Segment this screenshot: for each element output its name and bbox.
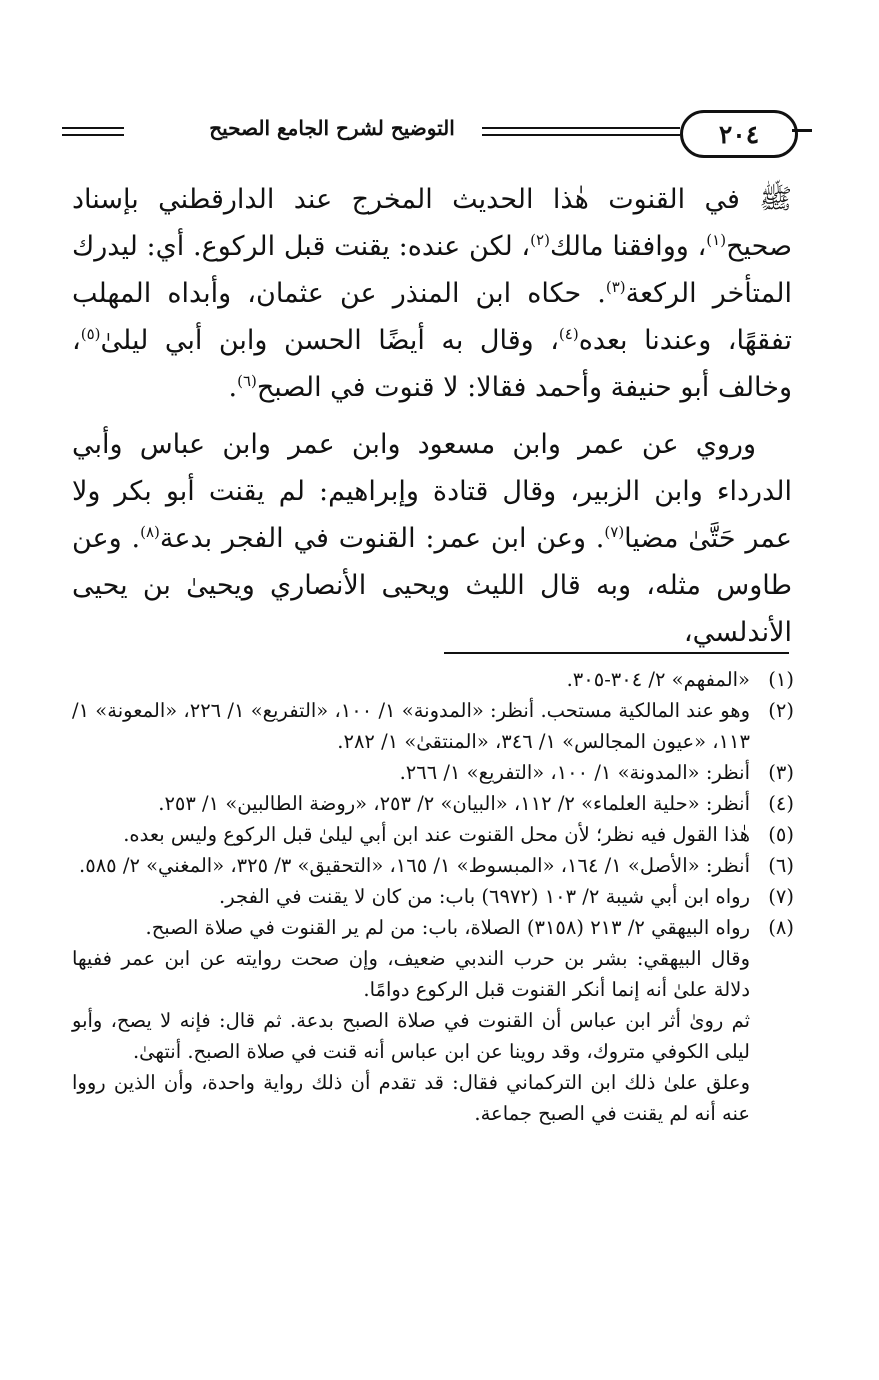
footnote-paragraph: أنظر: «حلية العلماء» ٢/ ١١٢، «البيان» ٢/ ٢٥٣، «روضة الطالبين» ١/ ٢٥٣. [158,792,750,815]
footnote-ref: (٣) [605,278,626,296]
footnote-number: (٣) [768,761,794,784]
text-run: ، لكن عنده: يقنت قبل الركوع. أي: ليدرك المتأخر الركعة [72,231,792,309]
footnote-ref: (٦) [237,372,257,390]
footnote-paragraph: أنظر: «الأصل» ١/ ١٦٤، «المبسوط» ١/ ١٦٥، «التحقيق» ٣/ ٣٢٥، «المغني» ٢/ ٥٨٥. [79,854,750,877]
footnote-ref: (٢) [530,231,550,249]
header-rule [482,134,680,136]
header-rule [62,134,124,136]
footnote-number: (٤) [768,792,794,815]
footnote [72,850,794,881]
footnote-paragraph: وهو عند المالكية مستحب. أنظر: «المدونة» ١/ ١٠٠، «التفريع» ١/ ٢٢٦، «المعونة» ١/ ١١٣، «عيون المجالس» ١/ ٣٤٦، «المنتقىٰ» ١/ ٢٨٢. [72,699,751,753]
footnote-text [72,912,750,1129]
footnote-ref: (٤) [558,325,579,343]
footnote-text [72,664,750,695]
footnotes [72,664,794,1129]
footnote-text [72,788,750,819]
header-rule [482,127,680,129]
footnote-separator [444,652,789,654]
footnote [72,788,794,819]
header-title: التوضيح لشرح الجامع الصحيح [209,116,455,140]
footnote-ref: (٥) [80,325,101,343]
footnote-number: (٨) [768,916,794,939]
footnote-number: (٧) [768,885,794,908]
text-run: ، وخالف أبو حنيفة وأحمد فقالا: لا قنوت في الصبح [72,325,792,403]
footnote-text [72,850,750,881]
footnote [72,819,794,850]
main-paragraph [72,176,792,411]
footnote-ref: (٨) [140,523,160,541]
footnote-ref: (١) [706,231,727,249]
footnote-paragraph: «المفهم» ٢/ ٣٠٤-٣٠٥. [566,668,750,691]
footnote-text [72,819,750,850]
footnote-number: (٦) [768,854,794,877]
header-rule [62,127,124,129]
running-header [62,108,812,158]
text-run: ، وقال به أيضًا الحسن وابن أبي ليلىٰ [100,325,559,356]
footnote [72,664,794,695]
main-paragraph [72,421,792,656]
footnote-paragraph: ثم روىٰ أثر ابن عباس أن القنوت في صلاة الصبح بدعة. ثم قال: فإنه لا يصح، وأبو ليلى الكوفي متروك، وقد روينا عن ابن عباس أنه قنت في صلاة الصبح. أنتهىٰ. [72,1009,750,1063]
text-run: ﷺ في القنوت هٰذا الحديث المخرج عند الدارقطني بإسناد صحيح [72,184,792,262]
page-number-ornament [792,129,812,132]
text-run: ، ووافقنا مالك [549,231,707,262]
footnote [72,757,794,788]
footnote-number: (٥) [768,823,794,846]
footnote-paragraph: وعلق علىٰ ذلك ابن التركماني فقال: قد تقدم أن ذلك رواية واحدة، وأن الذين رووا عنه أنه لم يقنت في الصبح جماعة. [72,1071,750,1125]
footnote-paragraph: أنظر: «المدونة» ١/ ١٠٠، «التفريع» ١/ ٢٦٦. [399,761,750,784]
footnote-text [72,881,750,912]
footnote-text [72,757,750,788]
footnote-number: (١) [768,668,794,691]
footnote-paragraph: وقال البيهقي: بشر بن حرب الندبي ضعيف، وإن صحت روايته عن ابن عمر ففيها دلالة علىٰ أنه إنما أنكر القنوت قبل الركوع دوامًا. [72,947,750,1001]
main-text [72,176,792,656]
footnote [72,912,794,1129]
text-run: . وعن طاوس مثله، وبه قال الليث ويحيى الأنصاري ويحيىٰ بن يحيى الأندلسي، [72,523,792,648]
footnote-paragraph: رواه ابن أبي شيبة ٢/ ١٠٣ (٦٩٧٢) باب: من كان لا يقنت في الفجر. [219,885,750,908]
text-run: . وعن ابن عمر: القنوت في الفجر بدعة [159,523,605,554]
footnote-text [72,695,750,757]
text-run: وروي عن عمر وابن مسعود وابن عمر وابن عباس وأبي الدرداء وابن الزبير، وقال قتادة وإبراهيم: لم يقنت أبو بكر ولا عمر حَتَّىٰ مضيا [72,429,792,554]
text-run: . حكاه ابن المنذر عن عثمان، وأبداه المهلب تفقهًا، وعندنا بعده [72,278,792,356]
footnote [72,695,794,757]
footnote-number: (٢) [768,699,794,722]
page-number: ٢٠٤ [680,110,798,158]
footnote-ref: (٧) [604,523,625,541]
footnote [72,881,794,912]
text-run: . [228,372,238,403]
footnote-paragraph: هٰذا القول فيه نظر؛ لأن محل القنوت عند ابن أبي ليلىٰ قبل الركوع وليس بعده. [123,823,750,846]
footnote-paragraph: رواه البيهقي ٢/ ٢١٣ (٣١٥٨) الصلاة، باب: من لم ير القنوت في صلاة الصبح. [145,916,750,939]
